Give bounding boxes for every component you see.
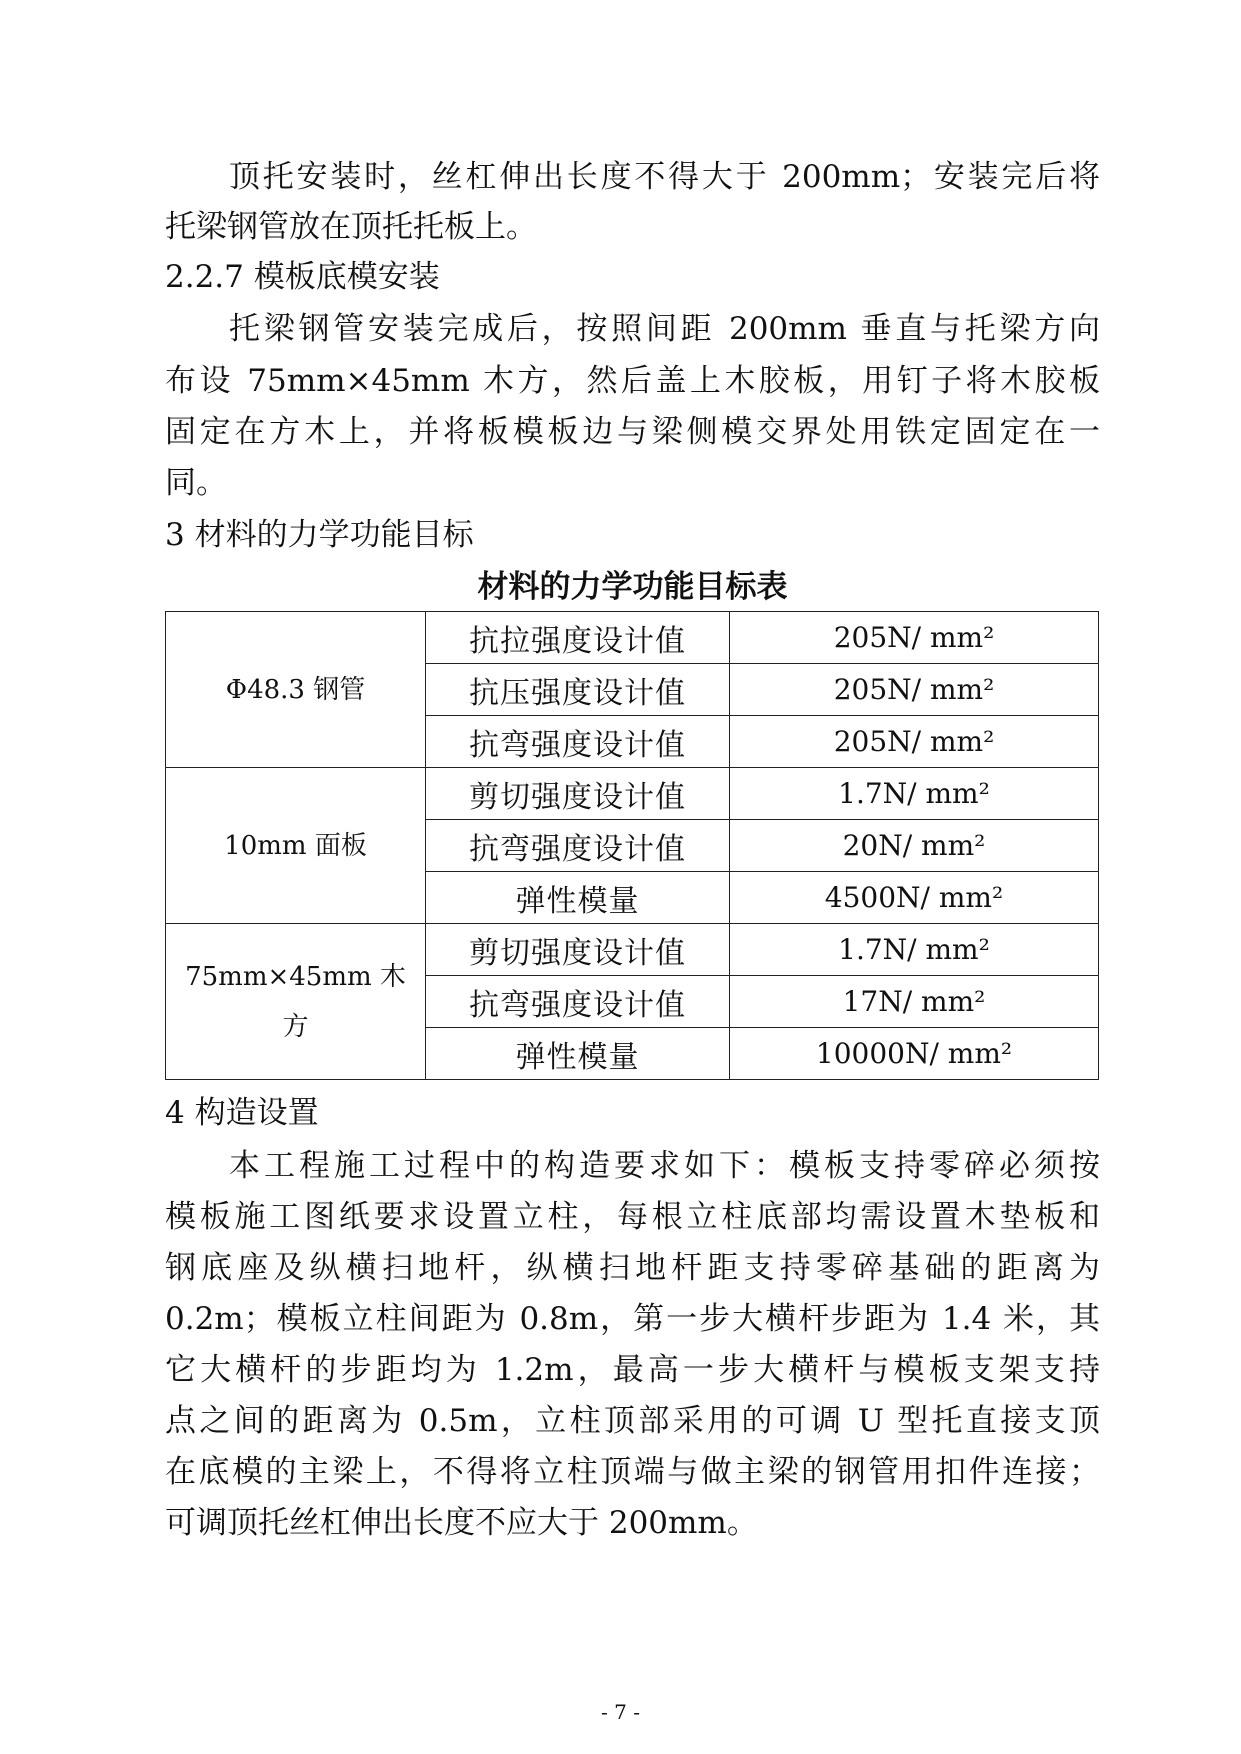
property-cell: 抗弯强度设计值 (426, 976, 730, 1028)
material-properties-table (165, 611, 1099, 1080)
material-line: 75mm×45mm 木 (185, 961, 406, 992)
material-cell: 10mm 面板 (166, 768, 426, 924)
paragraph-line: 钢底座及纵横扫地杆，纵横扫地杆距支持零碎基础的距离为 (165, 1250, 1100, 1286)
table-row (166, 768, 1099, 820)
value-cell: 1.7N/ mm² (730, 924, 1099, 976)
page-number: - 7 - (601, 1700, 640, 1724)
property-cell: 剪切强度设计值 (426, 924, 730, 976)
property-cell: 抗压强度设计值 (426, 664, 730, 716)
value-cell: 17N/ mm² (730, 976, 1099, 1028)
property-cell: 弹性模量 (426, 1028, 730, 1080)
paragraph-line: 模板施工图纸要求设置立柱，每根立柱底部均需设置木垫板和 (165, 1199, 1100, 1235)
value-cell: 205N/ mm² (730, 716, 1099, 768)
property-cell: 抗拉强度设计值 (426, 612, 730, 664)
paragraph-line: 可调顶托丝杠伸出长度不应大于 200mm。 (165, 1505, 758, 1541)
paragraph-line: 0.2m；模板立柱间距为 0.8m，第一步大横杆步距为 1.4 米，其 (165, 1301, 1100, 1337)
value-cell: 205N/ mm² (730, 612, 1099, 664)
material-cell: Φ48.3 钢管 (166, 612, 426, 768)
value-cell: 10000N/ mm² (730, 1028, 1099, 1080)
property-cell: 抗弯强度设计值 (426, 716, 730, 768)
paragraph-line: 托梁钢管放在顶托托板上。 (165, 209, 537, 245)
property-cell: 剪切强度设计值 (426, 768, 730, 820)
paragraph-line: 在底模的主梁上，不得将立柱顶端与做主梁的钢管用扣件连接； (165, 1454, 1100, 1490)
property-cell: 抗弯强度设计值 (426, 820, 730, 872)
section-heading: 2.2.7 模板底模安装 (165, 259, 440, 295)
value-cell: 20N/ mm² (730, 820, 1099, 872)
material-line: 方 (282, 1011, 309, 1042)
value-cell: 205N/ mm² (730, 664, 1099, 716)
paragraph-line: 固定在方木上，并将板模板边与梁侧模交界处用铁定固定在一 (165, 414, 1100, 450)
table-caption: 材料的力学功能目标表 (477, 569, 788, 605)
section-heading: 4 构造设置 (165, 1095, 319, 1131)
paragraph-line: 它大横杆的步距均为 1.2m，最高一步大横杆与模板支架支持 (165, 1352, 1100, 1388)
section-heading: 3 材料的力学功能目标 (165, 517, 474, 553)
property-cell: 弹性模量 (426, 872, 730, 924)
value-cell: 1.7N/ mm² (730, 768, 1099, 820)
table-row (166, 612, 1099, 664)
paragraph-line: 同。 (165, 465, 227, 501)
paragraph-line: 本工程施工过程中的构造要求如下：模板支持零碎必须按 (229, 1148, 1100, 1184)
paragraph-line: 托梁钢管安装完成后，按照间距 200mm 垂直与托梁方向 (229, 311, 1100, 347)
paragraph-line: 布设 75mm×45mm 木方，然后盖上木胶板，用钉子将木胶板 (165, 363, 1100, 399)
material-cell (166, 924, 426, 1080)
value-cell: 4500N/ mm² (730, 872, 1099, 924)
paragraph-line: 顶托安装时，丝杠伸出长度不得大于 200mm；安装完后将 (229, 159, 1100, 195)
table-row (166, 924, 1099, 976)
paragraph-line: 点之间的距离为 0.5m，立柱顶部采用的可调 U 型托直接支顶 (165, 1403, 1100, 1439)
